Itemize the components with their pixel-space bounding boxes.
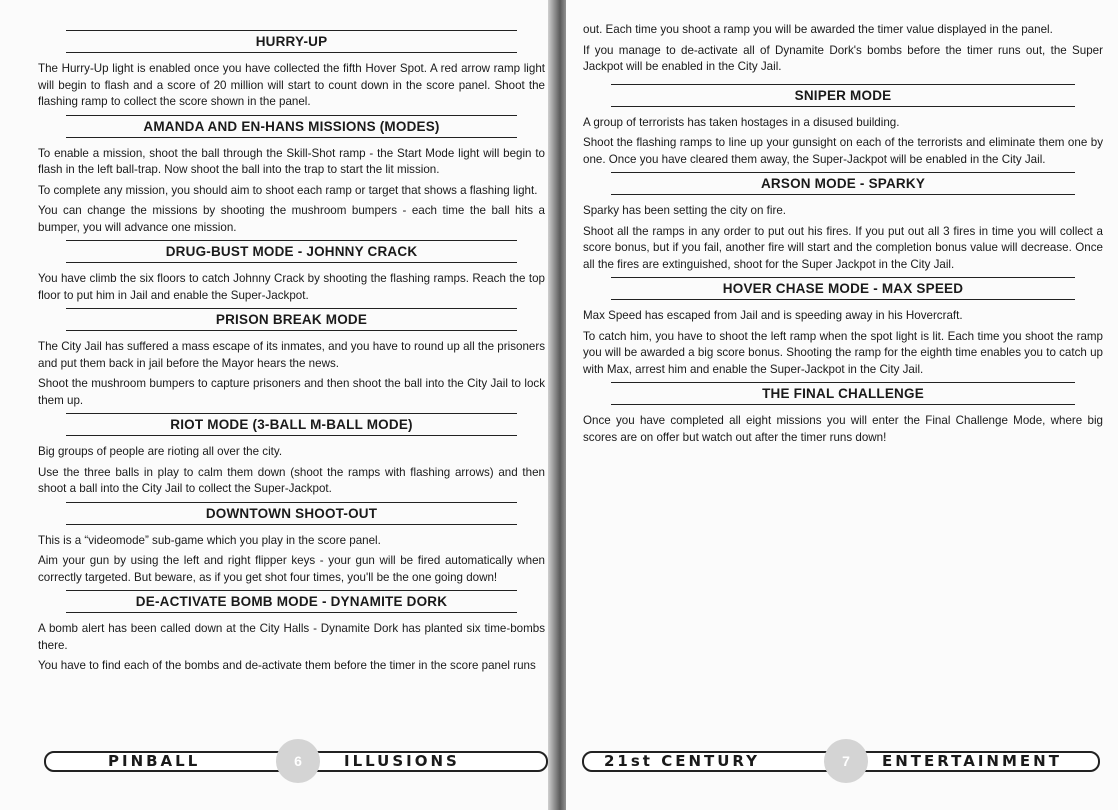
paragraph: out. Each time you shoot a ramp you will be awarded the timer value displayed in the panel. (583, 23, 1053, 36)
paragraph: You have to find each of the bombs and de-activate them before the timer in the score panel runs (38, 659, 536, 672)
section-heading: DRUG-BUST MODE - JOHNNY CRACK (165, 244, 418, 259)
section-hurry-up (38, 30, 545, 111)
section-hover-chase (583, 277, 1103, 378)
section-riot-mode (38, 413, 545, 498)
section-arson-mode (583, 172, 1103, 273)
section-heading: AMANDA AND EN-HANS MISSIONS (MODES) (143, 118, 440, 134)
paragraph: To complete any mission, you should aim to shoot each ramp or target that shows a flashing light. (38, 183, 538, 197)
paragraph: Once you have completed all eight missions you will enter the Final Challenge Mode, where big scores are on offer but watch out after the timer runs down! (583, 414, 1103, 444)
section-bomb-mode (38, 590, 545, 675)
section-heading: PRISON BREAK MODE (215, 312, 368, 327)
paragraph: Shoot the flashing ramps to line up your gunsight on each of the terrorists and eliminate them one by one. Once you have cleared them away, the Super-Jackpot will be enabled in the City Jail. (583, 136, 1103, 166)
section-heading: DE-ACTIVATE BOMB MODE - DYNAMITE DORK (135, 594, 448, 609)
heading-rule (66, 612, 517, 613)
page-number: 6 (276, 739, 320, 783)
paragraph: To catch him, you have to shoot the left ramp when the spot light is lit. Each time you shoot the ramp you will be awarded a big score bonus. Shooting the ramp for the eighth time enables you to catch up with Max, arrest him and enable the Super-Jackpot in the City Jail. (583, 329, 1103, 376)
paragraph: Aim your gun by using the left and right flipper keys - your gun will be fired automatically when correctly targeted. But beware, as if you get shot four times, you'll be the one going down! (38, 554, 545, 584)
section-prison-break (38, 308, 545, 409)
paragraph: Max Speed has escaped from Jail and is speeding away in his Hovercraft. (583, 309, 963, 322)
section-heading: HURRY-UP (255, 34, 328, 49)
paragraph: This is a “videomode” sub-game which you play in the score panel. (38, 533, 381, 547)
section-heading: DOWNTOWN SHOOT-OUT (205, 505, 378, 521)
paragraph: If you manage to de-activate all of Dynamite Dork's bombs before the timer runs out, the Super Jackpot will be enabled in the City Jail. (583, 43, 1103, 73)
paragraph: You have climb the six floors to catch Johnny Crack by shooting the flashing ramps. Reach the top floor to put him in Jail and enable the Super-Jackpot. (38, 272, 545, 302)
footer-right-text: ILLUSIONS (344, 752, 460, 770)
paragraph: Sparky has been setting the city on fire. (583, 204, 787, 217)
paragraph: The City Jail has suffered a mass escape of its inmates, and you have to round up all the prisoners and put them back in jail before the Mayor hears the news. (38, 340, 545, 370)
heading-rule (611, 404, 1075, 405)
paragraph: A group of terrorists has taken hostages in a disused building. (583, 115, 900, 129)
heading-rule (611, 299, 1075, 300)
section-heading: HOVER CHASE MODE - MAX SPEED (722, 281, 964, 296)
left-page-content (38, 30, 545, 679)
footer-right-text: ENTERTAINMENT (882, 752, 1062, 770)
heading-rule (66, 330, 517, 331)
paragraph: A bomb alert has been called down at the City Halls - Dynamite Dork has planted six time-bombs there. (38, 622, 545, 652)
section-sniper-mode (583, 84, 1103, 169)
heading-rule (66, 524, 517, 525)
page-footer (582, 749, 1100, 773)
footer-left-text: PINBALL (108, 752, 201, 770)
section-heading: RIOT MODE (3-BALL M-BALL MODE) (170, 417, 413, 432)
heading-rule (66, 435, 517, 436)
footer-left-text: 21st CENTURY (604, 752, 761, 770)
section-heading: SNIPER MODE (794, 87, 892, 103)
paragraph: Use the three balls in play to calm them down (shoot the ramps with flashing arrows) and then shoot a ball into the City Jail to collect the Super-Jackpot. (38, 465, 545, 495)
paragraph: The Hurry-Up light is enabled once you have collected the fifth Hover Spot. A red arrow ramp light will begin to flash and a score of 20 million will start to count down in the score panel. Shoot the flashing ramp to collect the score shown in the panel. (38, 62, 545, 108)
heading-rule (66, 262, 517, 263)
paragraph: Shoot the mushroom bumpers to capture prisoners and then shoot the ball into the City Jail to lock them up. (38, 377, 545, 407)
heading-rule (66, 52, 517, 53)
paragraph: Big groups of people are rioting all over the city. (38, 445, 283, 458)
paragraph: You can change the missions by shooting the mushroom bumpers - each time the ball hits a bumper, you will advance one mission. (38, 204, 545, 234)
section-drug-bust (38, 240, 545, 304)
section-heading: ARSON MODE - SPARKY (760, 176, 926, 191)
paragraph: To enable a mission, shoot the ball through the Skill-Shot ramp - the Start Mode light will begin to flash in the left ball-trap. Now shoot the ball into the trap to start the lit mission. (38, 146, 545, 176)
section-final-challenge (583, 382, 1103, 446)
right-page (566, 0, 1118, 810)
left-page (0, 0, 552, 810)
section-downtown-shoot-out (38, 502, 545, 587)
page-footer (44, 749, 548, 773)
page-number: 7 (824, 739, 868, 783)
right-page-content (583, 22, 1103, 450)
heading-rule (611, 194, 1075, 195)
heading-rule (66, 137, 517, 138)
paragraph: Shoot all the ramps in any order to put out his fires. If you put out all 3 fires in time you will collect a score bonus, but if you fail, another fire will start and the completion bonus value will decrease. Once all the fires are extinguished, shoot for the Super Jackpot in the City Jail. (583, 224, 1103, 271)
section-heading: THE FINAL CHALLENGE (762, 386, 924, 401)
section-missions (38, 115, 545, 237)
heading-rule (611, 106, 1075, 107)
